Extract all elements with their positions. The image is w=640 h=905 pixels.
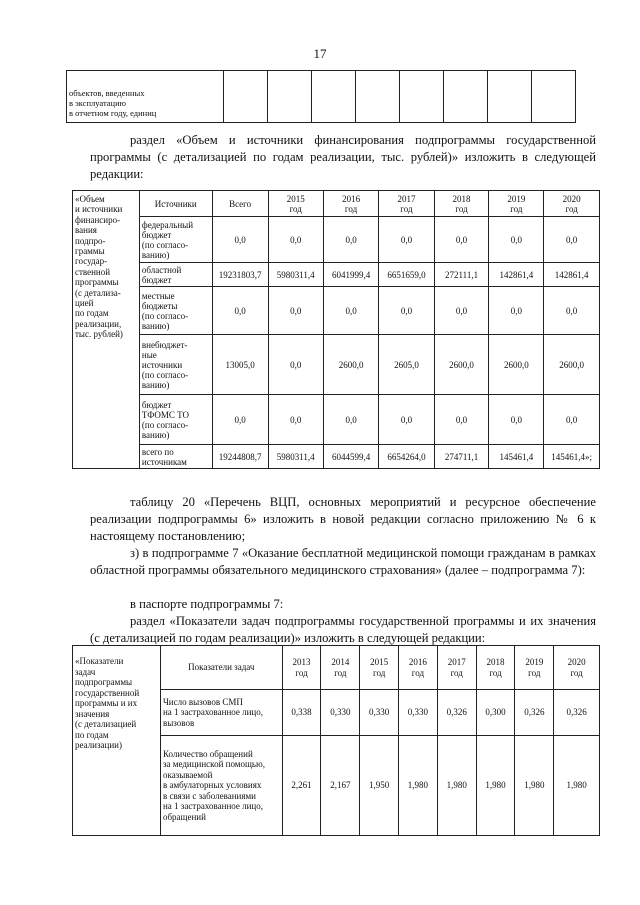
label-line: подпрограммы (75, 677, 133, 687)
label-line: программы (75, 277, 119, 288)
indicators-table (72, 645, 600, 836)
header-year: 2020 год (554, 646, 600, 690)
source-cell: внебюджет- ные источники (по согласо- ванию) (139, 335, 212, 395)
top-table-label-line: в эксплуатацию (69, 98, 126, 108)
value-cell: 2605,0 (379, 335, 434, 395)
value-cell: 272111,1 (434, 263, 489, 287)
label-line: «Объем (75, 194, 105, 204)
indicator-label: Число вызовов СМП на 1 застрахованное лицо, вызовов (160, 690, 282, 736)
empty-cell (224, 71, 268, 123)
header-year: 2019 год (489, 191, 544, 217)
empty-cell (532, 71, 576, 123)
paragraph-indicators-intro: раздел «Показатели задач подпрограммы государственной программы и их значения (с детализацией по годам реализации)» изложить в следующей редакции: (90, 614, 596, 645)
header-year: 2016 год (399, 646, 438, 690)
label-line: значения (75, 708, 110, 719)
total-cell: 13005,0 (212, 335, 268, 395)
finance-row-label (73, 191, 140, 469)
value-cell: 0,330 (399, 690, 438, 736)
label-line: (с детализа- (75, 287, 121, 298)
header-indicators: Показатели задач (160, 646, 282, 690)
total-cell: 0,0 (212, 287, 268, 335)
empty-cell (268, 71, 312, 123)
total-cell: 0,0 (212, 217, 268, 263)
label-line: задач (75, 666, 96, 677)
label-line: государ- (75, 256, 108, 267)
label-line: финансиро- (75, 214, 121, 225)
value-cell: 2600,0 (434, 335, 489, 395)
paragraph-subprogram7: з) в подпрограмме 7 «Оказание бесплатной медицинской помощи гражданам в рамках областной программы обязательного медицинского страхования» (далее – подпрограмма 7): (90, 546, 596, 577)
value-cell: 0,338 (282, 690, 321, 736)
header-year: 2018 год (476, 646, 515, 690)
empty-cell (400, 71, 444, 123)
header-year: 2015 год (268, 191, 323, 217)
finance-row (73, 217, 600, 263)
value-cell: 0,0 (268, 287, 323, 335)
value-cell: 0,330 (360, 690, 399, 736)
value-cell: 6654264,0 (379, 445, 434, 469)
value-cell: 0,326 (437, 690, 476, 736)
value-cell: 0,0 (268, 335, 323, 395)
value-cell: 0,0 (379, 287, 434, 335)
finance-row (73, 395, 600, 445)
value-cell: 0,330 (321, 690, 360, 736)
label-line: программы и их (75, 698, 138, 708)
total-cell: 0,0 (212, 395, 268, 445)
value-cell: 2600,0 (544, 335, 600, 395)
indicator-label: Количество обращений за медицинской помощью, оказываемой в амбулаторных условиях в связи с заболеваниями на 1 застрахованное лицо, обращений (160, 736, 282, 836)
source-cell: всего по источникам (139, 445, 212, 469)
header-year: 2019 год (515, 646, 554, 690)
header-year: 2020 год (544, 191, 600, 217)
value-cell: 0,0 (323, 217, 378, 263)
empty-cell (356, 71, 400, 123)
top-table-label-line: в отчетном году, единиц (69, 108, 157, 118)
page-number: 17 (313, 46, 327, 61)
top-table-fragment (66, 70, 576, 123)
value-cell: 1,980 (554, 736, 600, 836)
source-cell: областной бюджет (139, 263, 212, 287)
header-total: Всего (212, 191, 268, 217)
label-line: граммы (75, 246, 105, 257)
header-year: 2017 год (437, 646, 476, 690)
header-sources: Источники (139, 191, 212, 217)
value-cell: 0,0 (268, 395, 323, 445)
value-cell: 2,167 (321, 736, 360, 836)
label-line: (с детализацией (75, 719, 137, 729)
label-line: по годам (75, 729, 109, 740)
label-line: реализации, (75, 318, 122, 329)
value-cell: 0,0 (489, 217, 544, 263)
value-cell: 0,0 (323, 395, 378, 445)
label-line: государственной (75, 687, 140, 698)
value-cell: 2600,0 (323, 335, 378, 395)
empty-cell (444, 71, 488, 123)
value-cell: 1,950 (360, 736, 399, 836)
top-table-label (67, 71, 224, 123)
header-year: 2018 год (434, 191, 489, 217)
label-line: «Показатели (75, 656, 124, 666)
header-year: 2016 год (323, 191, 378, 217)
paragraph-table20: таблицу 20 «Перечень ВЦП, основных мероприятий и ресурсное обеспечение реализации подпрограммы 6» изложить в новой редакции согласно приложению № 6 к настоящему постановлению; (90, 495, 596, 543)
value-cell: 6651659,0 (379, 263, 434, 287)
value-cell: 145461,4»; (544, 445, 600, 469)
source-cell: бюджет ТФОМС ТО (по согласо- ванию) (139, 395, 212, 445)
total-cell: 19244808,7 (212, 445, 268, 469)
value-cell: 0,0 (434, 395, 489, 445)
header-year: 2013 год (282, 646, 321, 690)
value-cell: 0,0 (434, 217, 489, 263)
value-cell: 0,0 (489, 287, 544, 335)
empty-cell (488, 71, 532, 123)
empty-cell (312, 71, 356, 123)
value-cell: 1,980 (476, 736, 515, 836)
indicators-header-row (73, 646, 600, 690)
label-line: тыс. рублей) (75, 329, 123, 340)
header-year: 2015 год (360, 646, 399, 690)
label-line: реализации) (75, 740, 122, 750)
header-year: 2017 год (379, 191, 434, 217)
value-cell: 145461,4 (489, 445, 544, 469)
value-cell: 1,980 (399, 736, 438, 836)
value-cell: 1,980 (515, 736, 554, 836)
value-cell: 0,0 (544, 287, 600, 335)
label-line: ственной (75, 266, 111, 277)
finance-row (73, 445, 600, 469)
value-cell: 0,0 (434, 287, 489, 335)
value-cell: 2600,0 (489, 335, 544, 395)
value-cell: 1,980 (437, 736, 476, 836)
value-cell: 0,0 (268, 217, 323, 263)
source-cell: федеральный бюджет (по согласо- ванию) (139, 217, 212, 263)
label-line: цией (75, 298, 94, 309)
value-cell: 0,300 (476, 690, 515, 736)
value-cell: 142861,4 (544, 263, 600, 287)
value-cell: 0,0 (379, 395, 434, 445)
finance-table (72, 190, 600, 469)
value-cell: 0,0 (323, 287, 378, 335)
value-cell: 0,0 (544, 217, 600, 263)
label-line: вания (75, 225, 97, 236)
source-cell: местные бюджеты (по согласо- ванию) (139, 287, 212, 335)
value-cell: 5980311,4 (268, 263, 323, 287)
value-cell: 0,326 (554, 690, 600, 736)
label-line: и источники (75, 204, 123, 215)
top-table-label-line: объектов, введенных (69, 88, 145, 98)
paragraph-passport: в паспорте подпрограммы 7: (130, 597, 284, 611)
value-cell: 6044599,4 (323, 445, 378, 469)
value-cell: 5980311,4 (268, 445, 323, 469)
value-cell: 6041999,4 (323, 263, 378, 287)
total-cell: 19231803,7 (212, 263, 268, 287)
indicators-row-label (73, 646, 161, 836)
label-line: по годам (75, 308, 109, 319)
value-cell: 142861,4 (489, 263, 544, 287)
value-cell: 274711,1 (434, 445, 489, 469)
finance-header-row (73, 191, 600, 217)
paragraph-finance-intro: раздел «Объем и источники финансирования подпрограммы государственной программы (с детализацией по годам реализации, тыс. рублей)» изложить в следующей редакции: (90, 133, 596, 181)
header-year: 2014 год (321, 646, 360, 690)
label-line: подпро- (75, 235, 106, 246)
value-cell: 0,0 (489, 395, 544, 445)
finance-row (73, 287, 600, 335)
value-cell: 0,0 (379, 217, 434, 263)
finance-row (73, 335, 600, 395)
value-cell: 0,0 (544, 395, 600, 445)
finance-row (73, 263, 600, 287)
value-cell: 0,326 (515, 690, 554, 736)
value-cell: 2,261 (282, 736, 321, 836)
